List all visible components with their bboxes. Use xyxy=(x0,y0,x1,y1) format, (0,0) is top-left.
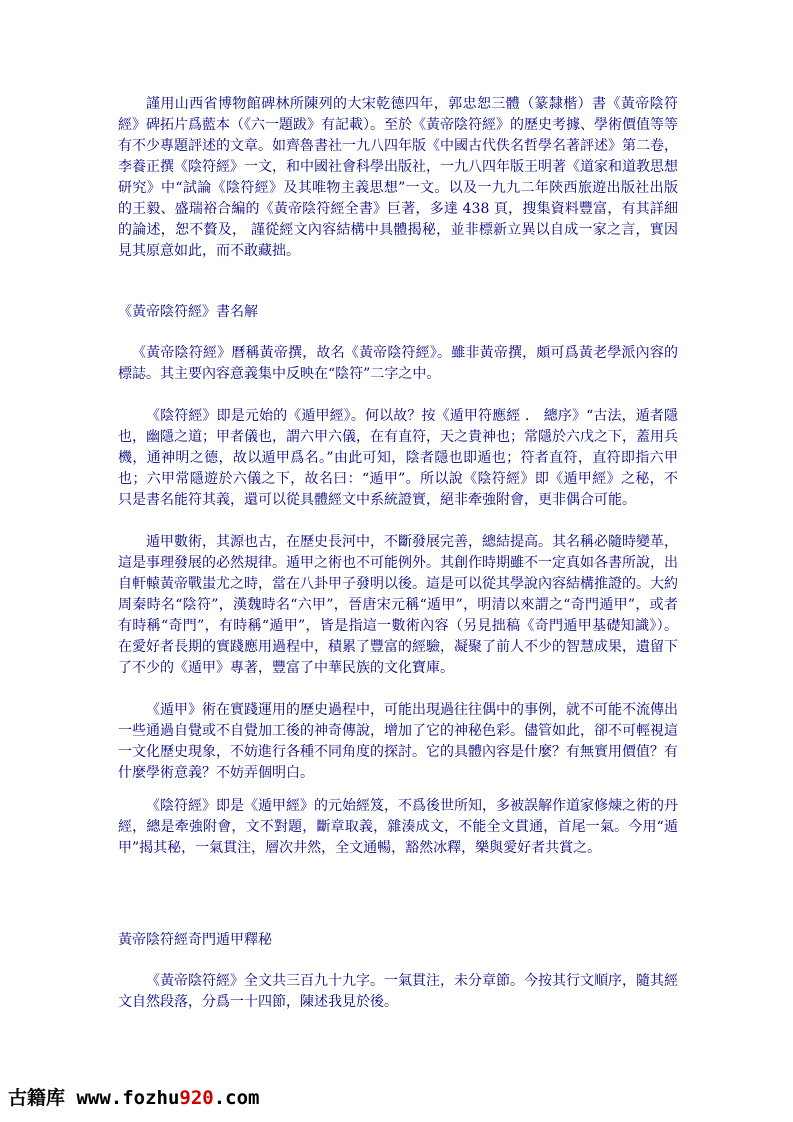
paragraph-yinfu-dunjia: 《陰符經》即是元始的《遁甲經》。何以故？按《遁甲符應經 ． 總序》“古法，遁者隱也，幽隱之道；甲者儀也，謂六甲六儀，在有直符，天之貴神也；常隱於六戊之下，蓋用兵機，通神明之德，故以遁甲爲名。”由此可知，陰者隱也即遁也；符者直符，直符即指六甲也；六甲常隱遊於六儀之下，故名曰：“遁甲”。所以說《陰符經》即《遁甲經》之秘，不只是書名能符其義，還可以從具體經文中系統證實，絕非牽強附會，更非偶合可能。 xyxy=(118,408,678,508)
section-heading-secrets: 黃帝陰符經奇門遁甲釋秘 xyxy=(118,932,272,948)
paragraph-dunjia-history: 遁甲數術，其源也古，在歷史長河中，不斷發展完善，總結提高。其名稱必隨時變革，這是事理發展的必然規律。遁甲之術也不可能例外。其創作時期雖不一定真如各書所說，出自軒轅黃帝戰蚩尤之時，當在八卦甲子發明以後。這是可以從其學說內容結構推證的。大約周秦時名“陰符”，漢魏時名“六甲”，晉唐宋元稱“遁甲”，明清以來謂之“奇門遁甲”，或者有時稱“奇門”，有時稱“遁甲”，皆是指這一數術內容（另見拙稿《奇門遁甲基礎知識》）。在愛好者長期的實踐應用過程中，積累了豐富的經驗，凝聚了前人不少的智慧成果，遺留下了不少的《遁甲》專著，豐富了中華民族的文化寶庫。 xyxy=(118,534,678,676)
paragraph-title-meaning: 《黃帝陰符經》曆稱黃帝撰，故名《黃帝陰符經》。雖非黃帝撰，頗可爲黃老學派內容的標誌。其主要內容意義集中反映在“陰符”二字之中。 xyxy=(118,345,678,382)
intro-paragraph: 謹用山西省博物館碑林所陳列的大宋乾德四年，郭忠恕三體（篆隸楷）書《黃帝陰符經》碑拓片爲藍本（《六一題跋》有記載）。至於《黃帝陰符經》的歷史考據、學術價值等等有不少專題評述的文章。如齊魯書社一九八四年版《中國古代佚名哲學名著評述》第二卷，李養正撰《陰符經》一文，和中國社會科學出版社，一九八四年版王明著《道家和道教思想研究》中“試論《陰符經》及其唯物主義思想”一文。以及一九九二年陝西旅遊出版社出版的王毅、盛瑞裕合編的《黃帝陰符經全書》巨著，多達 438 頁，搜集資料豐富，有其詳細的論述，恕不贅及， 謹從經文內容結構中具體揭秘，並非標新立異以自成一家之言，實因見其原意如此，而不敢藏拙。 xyxy=(118,96,678,259)
paragraph-yinfu-origin: 《陰符經》即是《遁甲經》的元始經笈，不爲後世所知，多被誤解作道家修煉之術的丹經，總是牽強附會，文不對題，斷章取義，雜湊成文，不能全文貫通，首尾一氣。今用“遁甲”揭其秘，一氣貫注，層次井然，全文通暢，豁然冰釋，樂與愛好者共賞之。 xyxy=(118,798,678,856)
footer-url-number: 920 xyxy=(179,1087,214,1109)
footer-watermark xyxy=(8,1083,260,1110)
footer-url-suffix: .com xyxy=(213,1087,260,1109)
section-heading-title-explanation: 《黃帝陰符經》書名解 xyxy=(118,304,258,320)
paragraph-text-structure: 《黃帝陰符經》全文共三百九十九字。一氣貫注，未分章節。今按其行文順序，隨其經文自然段落，分爲一十四節，陳述我見於後。 xyxy=(118,973,678,1010)
footer-url-prefix: www.fozhu xyxy=(65,1087,180,1109)
footer-site-name: 古籍库 xyxy=(8,1087,66,1109)
paragraph-dunjia-practice: 《遁甲》術在實踐運用的歷史過程中，可能出現過往往偶中的事例，就不可能不流傳出一些通過自覺或不自覺加工後的神奇傳說，增加了它的神秘色彩。儘管如此，卻不可輕視這一文化歷史現象，不妨進行各種不同角度的探討。它的具體內容是什麼？有無實用價值？有什麼學術意義？不妨弄個明白。 xyxy=(118,702,678,781)
